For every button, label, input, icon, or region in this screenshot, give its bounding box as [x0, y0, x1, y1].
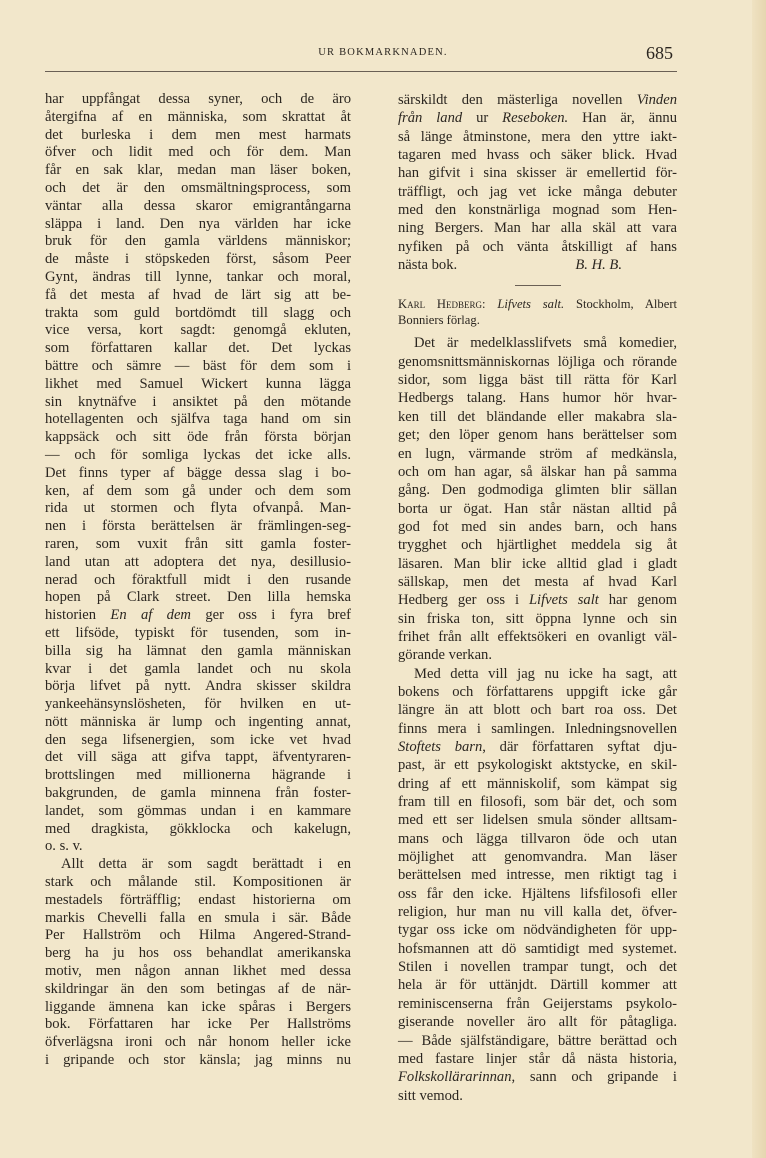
text-line: rida ut stormen och flyta ofvanpå. Man- [45, 500, 351, 517]
text-line: brottslingen med millionerna hägrande i [45, 767, 351, 784]
text-line: mans och lägga tillvaron öde och utan [398, 830, 677, 847]
text-run: ur [462, 110, 503, 127]
text-line: och om han agar, så älskar han på samma [398, 463, 677, 480]
text-line: sin friska ton, sitt öppna lynne och sin [398, 610, 677, 627]
text-run: , där författaren syftat dju- [482, 739, 678, 755]
text-line: tygar oss icke om nödvändigheten för upp- [398, 922, 677, 939]
text-line: genomsnittsmänniskornas löjliga och rörande [398, 353, 677, 370]
text-line: Det finns typer af bägge dessa slag i bo- [45, 464, 351, 481]
text-line [398, 256, 677, 274]
text-line: landet, som gömmas undan i en kammare [45, 802, 351, 819]
text-line: börja lifvet på nytt. Andra skisser skildra [45, 678, 351, 695]
text-line [45, 838, 351, 856]
text-line: god fot med sin andes barn, och hans [398, 518, 677, 535]
text-line: så länge åtminstone, mera den yttre iakt- [398, 128, 677, 145]
text-line: en lugn, värmande ström af medkänsla, [398, 445, 677, 462]
text-run: sitt vemod. [398, 1087, 463, 1104]
text-line: markis Chevelli falla en smula i sär. Både [45, 909, 351, 926]
text-line [45, 607, 351, 625]
italic-title: Folkskollärarinnan [398, 1069, 512, 1086]
text-line: giserande noveller äro allt för påtagliga. [398, 1014, 677, 1031]
text-line [398, 591, 677, 609]
text-line: få det mesta af hvad de lärt sig att be- [45, 286, 351, 303]
text-line: likhet med Samuel Wickert kunna lägga [45, 375, 351, 392]
text-line: — Både själfständigare, bättre berättad och [398, 1032, 677, 1049]
text-line: trygghet och hjärtlighet meddela sig åt [398, 537, 677, 554]
text-run: Han är, ännu [568, 110, 677, 127]
text-line: den sega lifsenergien, som icke vet hvad [45, 731, 351, 748]
text-run: Allt detta är som sagdt berättadt i en [61, 856, 351, 873]
italic-title: från land [398, 110, 463, 127]
text-line: hela är för uttänjdt. Därtill kommer att [398, 977, 677, 994]
text-line: yankeehänsynslösheten, för hvilken en ut- [45, 696, 351, 713]
page-edge [752, 0, 766, 1158]
text-line: oss får den icke. Hjältens lifsfilosofi eller [398, 885, 677, 902]
text-line [398, 738, 677, 756]
text-line: Hedbergs talang. Hans humor hör hvar- [398, 390, 677, 407]
text-line: motiv, men någon annan likhet med dessa [45, 963, 351, 980]
text-line: med ett ser lidelsen smula sönder alltsam- [398, 812, 677, 829]
text-line: sällskap, men det mesta af hvad Karl [398, 573, 677, 590]
text-line: liggande ämnena kan icke spåras i Bergers [45, 998, 351, 1015]
text-line: ken, af dem som gå under och dem som [45, 482, 351, 499]
text-line: med den konstnärliga mognad som Hen- [398, 202, 677, 219]
italic-title: Stoftets barn [398, 739, 483, 755]
text-line: och det är den omsmältningsprocess, som [45, 179, 351, 196]
text-line: med fastare linjer står då nästa historia, [398, 1050, 677, 1067]
text-line: de måste i stöpskeden först, såsom Peer [45, 251, 351, 268]
text-run: , sann och gripande i [511, 1069, 677, 1086]
text-line: past, är ett psykologiskt aktstycke, en skil- [398, 757, 677, 774]
text-line: hopen på Clark street. Den lilla hemska [45, 589, 351, 606]
text-line: det burleska i dem men mest harmats [45, 126, 351, 143]
text-run: görande verkan. [398, 647, 493, 664]
text-line: ken till det bländande eller makabra sla- [398, 408, 677, 425]
text-line: nen i första berättelsen är främlingen-seg- [45, 518, 351, 535]
review-publisher-1: Stockholm, Albert [575, 297, 678, 312]
text-run: särskildt den mästerliga novellen [398, 92, 637, 108]
text-line: frihet från allt effektsökeri en ovanligt väl- [398, 628, 677, 645]
text-line: längre än att blott och bart roa oss. Det [398, 702, 677, 719]
text-run: har genom [598, 592, 677, 609]
text-line: bokens och författarens uppgift icke går [398, 683, 677, 700]
text-line: berg ha ju hos oss behandlat amerikanska [45, 945, 351, 962]
text-line: land utan att adoptera det nya, desillusio- [45, 553, 351, 570]
text-line: väntar alla dessa skaror emigrantångarna [45, 197, 351, 214]
review-heading-line1 [398, 296, 677, 312]
text-run: o. s. v. [45, 838, 83, 855]
text-line: kvar i det gamla landet och nu skola [45, 660, 351, 677]
text-line: get; den löper genom hans berättelser som [398, 427, 677, 444]
text-line: raren, som vuxit från sitt gamla foster- [45, 535, 351, 552]
review-body [398, 334, 677, 1104]
text-line: öfverlägsna ironi och når honom heller icke [45, 1034, 351, 1051]
italic-title: En af dem [110, 607, 191, 624]
text-line: bakgrunden, de gamla minnena från foster- [45, 785, 351, 802]
text-line: det vill säga att gifva tappt, äfventyraren- [45, 749, 351, 766]
text-line: släppa i land. Den nya världen har icke [45, 215, 351, 232]
text-line: Gynt, ändras till lynne, tankar och moral, [45, 268, 351, 285]
text-line: han gifvit i sina skisser är emellertid för- [398, 165, 677, 182]
text-line [45, 856, 351, 874]
text-line: nerad och föraktfull midt i den rusande [45, 571, 351, 588]
text-line: borta ur ögat. Han står nästan alltid på [398, 500, 677, 517]
text-line: vice versa, kort sagdt: genomgå ekluten, [45, 322, 351, 339]
text-line: reminiscenserna från Geijerstams psykolo- [398, 995, 677, 1012]
text-line: har uppfångat dessa syner, och de äro [45, 91, 351, 107]
text-line: hofsmannen att dö samtidigt med systemet. [398, 940, 677, 957]
text-line: nött människa är lump och ingenting annat, [45, 713, 351, 730]
italic-title: Lifvets salt [528, 592, 599, 609]
previous-review-ending [398, 91, 677, 274]
text-line: stark och målande stil. Kompositionen är [45, 874, 351, 891]
text-line: — och för somliga lyckas det icke alls. [45, 446, 351, 463]
text-line: religion, hur man nu vill kalla det, öfver- [398, 904, 677, 921]
text-run: nästa bok. [398, 257, 458, 274]
text-line: i gripande och stor känsla; jag minns nu [45, 1052, 351, 1069]
text-line: läsaren. Man blir icke alltid glad i gladt [398, 555, 677, 572]
text-line [398, 91, 677, 109]
text-line: nyfiken på och vänta åtskilligt af hans [398, 238, 677, 255]
reviewer-signature: B. H. B. [575, 257, 622, 274]
text-line: träffligt, och jag vet icke många debuter [398, 183, 677, 200]
text-line: berättelsen med intresse, men riktigt tag i [398, 867, 677, 884]
text-run: Det är medelklasslifvets små komedier, [414, 335, 677, 352]
text-line: möjlighet att genomvandra. Man läser [398, 849, 677, 866]
text-line: Stilen i novellen trampar tungt, och det [398, 959, 677, 976]
italic-title: Reseboken. [502, 110, 569, 127]
text-run: Med detta vill jag nu icke ha sagt, att [414, 665, 677, 682]
review-publisher-2: Bonniers förlag. [398, 313, 480, 328]
text-line: bok. Författaren har icke Per Hallströms [45, 1016, 351, 1033]
text-line: ett lifsöde, typiskt för tusenden, som in- [45, 624, 351, 641]
page-number: 685 [646, 43, 673, 63]
text-line: sidor, som ligga bäst till rätta för Karl [398, 372, 677, 389]
review-heading [398, 296, 677, 328]
text-line: fram till en filosofi, som bär det, och som [398, 794, 677, 811]
text-run: historien [45, 607, 111, 624]
text-line [398, 646, 677, 664]
right-column [398, 91, 677, 1105]
text-line: som författaren kallar det. Det lyckas [45, 340, 351, 357]
text-line: återgifna af en människa, som skrattat åt [45, 108, 351, 125]
text-line: öfver och lidit med och för dem. Man [45, 144, 351, 161]
text-line: sin knytnäfve i ansiktet på den mötande [45, 393, 351, 410]
text-line: billa sig ha lämnat den gamla människan [45, 642, 351, 659]
text-line: med dragkista, gökklocka och kakelugn, [45, 820, 351, 837]
text-line [398, 665, 677, 683]
text-line: Per Hallström och Hilma Angered-Strand- [45, 927, 351, 944]
text-line: trakta som guld bortdömdt till slagg och [45, 304, 351, 321]
italic-title: Vinden [636, 92, 677, 108]
text-line: tagaren med hvass och säker blick. Hvad [398, 147, 677, 164]
review-book-title: Lifvets salt. [497, 297, 565, 312]
text-line: gång. Den godmodiga glimten blir sällan [398, 482, 677, 499]
text-run: Hedberg ger oss i [398, 592, 529, 609]
left-column [45, 91, 351, 1070]
text-line [398, 1068, 677, 1086]
text-line: kappsäck och sitt öde från första början [45, 429, 351, 446]
header-rule [45, 71, 677, 72]
text-line: finns mera i samlingen. Inledningsnovellen [398, 720, 677, 737]
text-line: får en sak klar, medan man läser boken, [45, 162, 351, 179]
text-line: dring af ett människolif, som kämpat sig [398, 775, 677, 792]
text-line: bruk för den gamla världens människor; [45, 233, 351, 250]
text-line: mestadels förträfflig; endast historierna om [45, 891, 351, 908]
text-line: ning Bergers. Man har alla skäl att vara [398, 220, 677, 237]
text-line [398, 334, 677, 352]
text-line: skildringar än den som betingas af de när- [45, 980, 351, 997]
review-author: Karl Hedberg: [398, 297, 486, 312]
text-line: bättre och sämre — bäst för dem som i [45, 357, 351, 374]
section-separator [515, 285, 561, 286]
text-line [398, 109, 677, 127]
text-line [398, 1087, 677, 1105]
text-run: ger oss i fyra bref [190, 607, 351, 624]
text-line: hotellagenten och själfva taga hand om sin [45, 411, 351, 428]
running-title: UR BOKMARKNADEN. [318, 47, 448, 58]
